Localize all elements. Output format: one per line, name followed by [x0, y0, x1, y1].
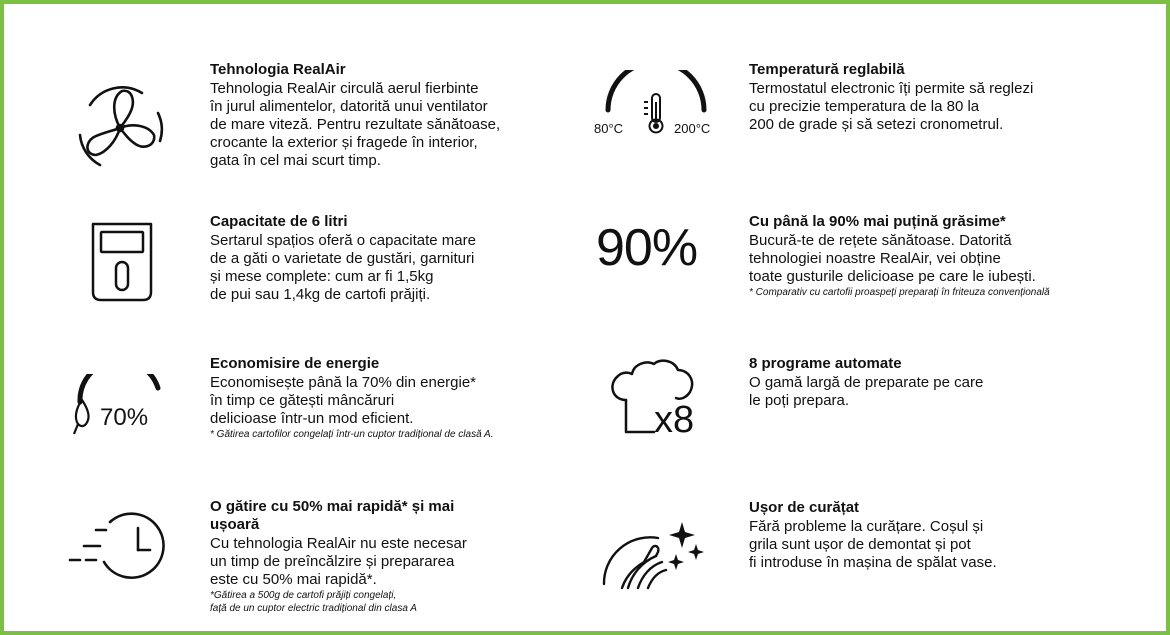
feature-title: Temperatură reglabilă [749, 61, 905, 78]
feature-title: O gătire cu 50% mai rapidă* și mai ușoară [210, 498, 455, 533]
fast-clock-icon [66, 510, 176, 580]
energy-dial-icon [68, 374, 168, 438]
feature-title: Cu până la 90% mai puțină grăsime* [749, 213, 1006, 230]
feature-title: Capacitate de 6 litri [210, 213, 348, 230]
thermometer-dial-icon [590, 70, 722, 142]
energy-percent-label: 70% [100, 404, 149, 431]
feature-footnote: * Comparativ cu cartofii proaspeți preparați în friteuza convențională [749, 287, 1050, 298]
programs-count-label: x8 [654, 399, 695, 438]
feature-description: Cu tehnologia RealAir nu este necesar un timp de preîncălzire și prepararea este cu 50% mai rapidă*. [210, 535, 467, 588]
feature-footnote: *Gătirea a 500g de cartofi prăjiți congelați, față de un cuptor electric tradițional din clasa A [210, 590, 417, 614]
feature-description: O gamă largă de preparate pe care le poți prepara. [749, 374, 984, 409]
feature-description: Sertarul spațios oferă o capacitate mare de a găti o varietate de gustări, garnituri și mese complete: cum ar fi 1,5kg de pui sau 1,4kg de cartofi prăjiți. [210, 232, 476, 303]
feature-description: Fără probleme la curățare. Coșul și grila sunt ușor de demontat și pot fi introduse în mașina de spălat vase. [749, 518, 997, 571]
air-fryer-icon [87, 220, 157, 304]
fan-icon [70, 83, 170, 173]
feature-title: 8 programe automate [749, 355, 902, 372]
feature-footnote: * Gătirea cartofilor congelați într-un cuptor tradițional de clasă A. [210, 429, 494, 440]
feature-title: Tehnologia RealAir [210, 61, 346, 78]
feature-title: Ușor de curățat [749, 499, 860, 516]
ninety-percent-icon: 90% [596, 219, 698, 277]
feature-title: Economisire de energie [210, 355, 380, 372]
temp-min-label: 80°C [594, 121, 624, 136]
feature-description: Tehnologia RealAir circulă aerul fierbinte în jurul alimentelor, datorită unui ventilator de mare viteză. Pentru rezultate sănătoase, crocante la exterior și fragede în interior, gata în cel mai scurt timp. [210, 80, 501, 169]
feature-description: Economisește până la 70% din energie* în timp ce gătești mâncăruri delicioase într-un mod eficient. [210, 374, 477, 427]
clean-hand-sparkle-icon [598, 518, 710, 594]
feature-description: Termostatul electronic îți permite să reglezi cu precizie temperatura de la 80 la 200 de grade și să setezi cronometrul. [749, 80, 1034, 133]
chef-hat-icon [604, 356, 700, 438]
feature-description: Bucură-te de rețete sănătoase. Datorită tehnologiei noastre RealAir, vei obține toate gusturile delicioase pe care le iubești. [749, 232, 1036, 285]
temp-max-label: 200°C [674, 121, 711, 136]
